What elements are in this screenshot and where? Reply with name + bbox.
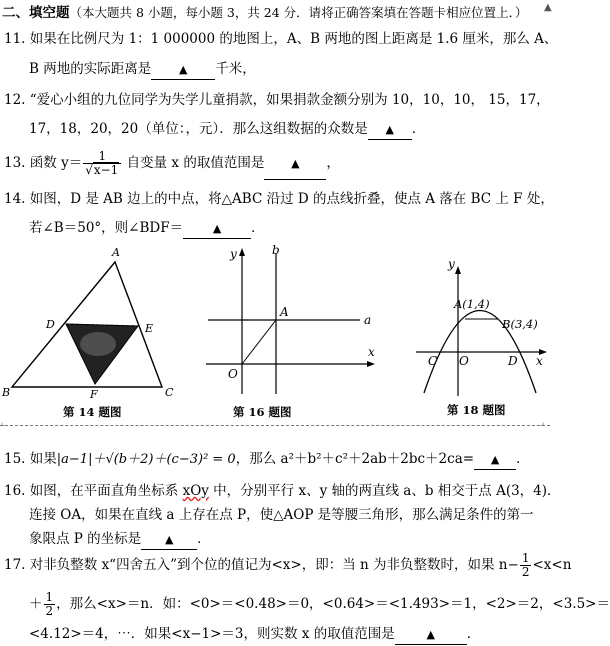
fig14-label-b: B xyxy=(2,386,11,399)
q17-half-1-num: 1 xyxy=(521,551,530,565)
fig18-y-arrow xyxy=(455,266,461,274)
q14-num: 14. xyxy=(4,191,26,207)
q11-line1 xyxy=(4,30,557,48)
q17-half-1-den: 2 xyxy=(521,565,530,579)
q14-line1 xyxy=(4,190,554,208)
q13-num: 13. xyxy=(4,155,26,171)
q16-end: ． xyxy=(197,531,211,547)
fig16-label-y: y xyxy=(230,247,237,261)
q14-text2: 若∠B＝50°，则∠BDF＝ xyxy=(29,220,184,236)
fig18-label-d: D xyxy=(508,354,518,368)
q17-line3 xyxy=(29,625,480,645)
q16-text3: 象限点 P 的坐标是 xyxy=(29,531,142,547)
q11-text2: B 两地的实际距离是 xyxy=(29,61,152,77)
q17-num: 17. xyxy=(4,557,26,573)
q11-unit: 千米， xyxy=(215,61,256,77)
fig16-label-o: O xyxy=(228,367,238,381)
q12-line2 xyxy=(29,120,425,140)
q13-post: 自变量 x 的取值范围是 xyxy=(126,155,265,171)
q17-text2a: ＋ xyxy=(29,596,43,612)
section-desc: （本大题共 8 小题，每小题 3，共 24 分．请将正确答案填在答题卡相应位置上．） xyxy=(69,5,528,20)
q13-frac-den-wrap: √x−1 xyxy=(85,163,119,177)
q13-answer-blank[interactable]: ▲ xyxy=(264,149,326,180)
fig18-label-x: x xyxy=(536,354,543,368)
fig18-label-b: B(3,4) xyxy=(502,317,538,331)
q14-line2 xyxy=(29,219,265,239)
q12-answer-blank[interactable]: ▲ xyxy=(368,121,412,140)
q15-pre: 如果 xyxy=(29,451,57,467)
q16-line3 xyxy=(29,530,211,550)
q17-text2b: ，那么<x>＝n．如：<0>＝<0.48>＝0，<0.64>＝<1.493>＝1，<2>＝2，<3.5>＝ xyxy=(56,596,610,612)
fig18-caption: 第 18 题图 xyxy=(447,403,506,417)
section-header xyxy=(2,4,527,22)
q15-end: ． xyxy=(516,451,530,467)
q15-expression: |a−1|＋√(b＋2)＋(c−3)² = 0 xyxy=(56,452,236,467)
fig14-label-f: F xyxy=(90,388,98,401)
q15-line xyxy=(4,450,530,470)
q12-text2: 17，18，20，20（单位：，元）．那么这组数据的众数是 xyxy=(29,121,368,137)
divider-marker-right: ⌟ xyxy=(540,418,545,428)
q17-text1b: <x<n xyxy=(532,557,572,573)
q16-text1b: xOy xyxy=(182,483,209,499)
q13-frac-den: x−1 xyxy=(93,163,119,177)
q17-text3: <4.12>＝4，⋯．如果<x−1>＝3，则实数 x 的取值范围是 xyxy=(29,626,395,642)
q13-line xyxy=(4,148,340,180)
figure-14 xyxy=(0,244,180,424)
q16-text1a: 如图，在平面直角坐标系 xyxy=(29,483,183,499)
q17-text1: 对非负整数 x“四舍五入”到个位的值记为<x>，即：当 n 为非负整数时，如果 n− xyxy=(29,557,519,573)
fig16-y-arrow xyxy=(239,248,245,256)
q12-end: ． xyxy=(411,121,426,137)
fig14-label-c: C xyxy=(165,386,174,399)
q17-line1 xyxy=(4,551,571,579)
fig18-label-c: C xyxy=(428,354,438,368)
q15-answer-blank[interactable]: ▲ xyxy=(474,451,516,470)
q14-answer-blank[interactable]: ▲ xyxy=(183,220,251,239)
q11-text1: 如果在比例尺为 1：1 000000 的地图上，A、B 两地的图上距离是 1.6 厘米，那么 A、 xyxy=(29,31,558,47)
fig14-label-d: D xyxy=(46,318,55,331)
fig14-label-e: E xyxy=(145,322,154,335)
q12-num: 12. xyxy=(4,92,26,108)
figure-18 xyxy=(410,258,550,398)
fig16-label-point-a: A xyxy=(280,305,289,319)
q13-frac-num: 1 xyxy=(83,150,121,164)
q16-line1 xyxy=(4,482,561,500)
q14-text1: 如图，D 是 AB 边上的中点，将△ABC 沿过 D 的点线折叠，使点 A 落在 BC 上 F 处， xyxy=(29,191,554,207)
divider-marker-left: ⌞ xyxy=(1,418,6,428)
fig18-label-o: O xyxy=(459,354,469,368)
q14-end: ． xyxy=(251,220,265,236)
q17-answer-blank[interactable]: ▲ xyxy=(395,626,467,645)
q17-half-2-num: 1 xyxy=(45,590,54,604)
q11-num: 11. xyxy=(4,31,26,47)
page-divider xyxy=(0,425,550,426)
figure-16 xyxy=(200,244,380,404)
q17-half-1 xyxy=(520,552,532,579)
q16-num: 16. xyxy=(4,483,26,499)
q11-line2 xyxy=(29,60,256,80)
q16-answer-blank[interactable]: ▲ xyxy=(141,531,197,550)
q12-text1: “爱心小组的九位同学为失学儿童捐款，如果捐款金额分别为 10，10，10， 15，17， xyxy=(29,92,550,108)
section-title: 二、填空题 xyxy=(2,5,70,21)
q17-line2 xyxy=(29,590,610,618)
q13-end: ， xyxy=(326,155,340,171)
q13-pre: 函数 y＝ xyxy=(29,155,83,171)
fig14-label-a: A xyxy=(112,246,120,259)
q13-fraction xyxy=(83,150,121,177)
q16-text2: 连接 OA，如果在直线 a 上存在点 P，使△AOP 是等腰三角形，那么满足条件的第一 xyxy=(29,507,534,523)
q12-line1 xyxy=(4,91,550,109)
q17-half-2-den: 2 xyxy=(45,604,54,618)
q17-half-2 xyxy=(44,591,56,618)
fig14-caption: 第 14 题图 xyxy=(63,405,122,419)
fig16-caption: 第 16 题图 xyxy=(233,405,292,419)
q16-text1c: 中，分别平行 x、y 轴的两直线 a、b 相交于点 A(3，4)． xyxy=(208,483,561,499)
fig16-label-a: a xyxy=(364,313,372,327)
fig18-label-a: A(1,4) xyxy=(454,297,490,311)
q16-line2 xyxy=(29,506,534,524)
q15-num: 15. xyxy=(4,451,26,467)
fig16-x-arrow xyxy=(367,361,375,367)
fig16-label-x: x xyxy=(368,345,375,359)
q15-post: ，那么 a²＋b²＋c²＋2ab＋2bc＋2ca= xyxy=(235,451,475,467)
fig18-label-y: y xyxy=(448,257,455,271)
fig14-texture xyxy=(80,332,116,356)
q11-answer-blank[interactable]: ▲ xyxy=(151,61,215,80)
fig16-label-b: b xyxy=(272,243,280,257)
fig16-segment-oa xyxy=(242,320,276,364)
q17-end: ． xyxy=(466,626,481,642)
scroll-marker: ▲ xyxy=(544,2,552,13)
